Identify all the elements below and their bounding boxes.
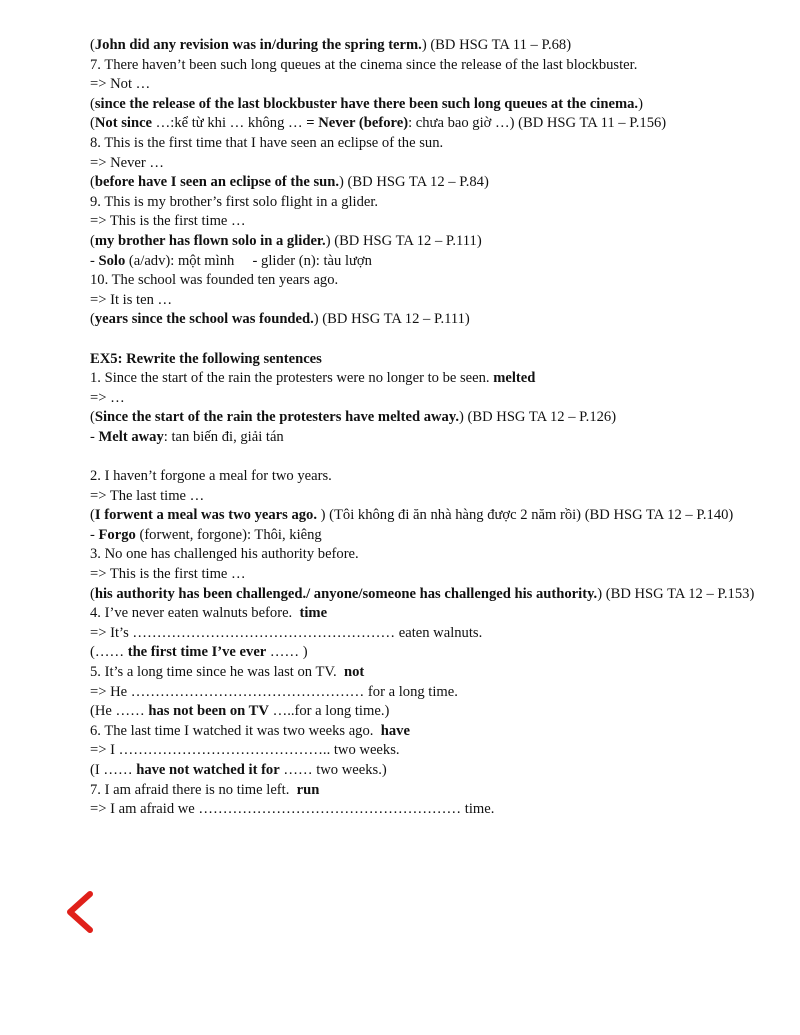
- text-line: [90, 565, 758, 585]
- bold-text: have not watched it for: [136, 761, 280, 778]
- text-line: [90, 271, 758, 291]
- text-line: [90, 722, 758, 742]
- text-line: [90, 154, 758, 174]
- text-span: => I am afraid we ……………………………………………… time.: [90, 801, 495, 818]
- text-span: ): [638, 95, 643, 112]
- text-line: [90, 702, 758, 722]
- text-span: …… two weeks.): [279, 761, 387, 778]
- text-line: [90, 114, 758, 134]
- text-line: [90, 526, 758, 546]
- text-line: [90, 173, 758, 193]
- text-line: [90, 487, 758, 507]
- text-line: [90, 36, 758, 56]
- text-span: ) (BD HSG TA 12 – P.111): [313, 311, 470, 328]
- text-span: => I …………………………………….. two weeks.: [90, 742, 400, 759]
- text-span: 5. It’s a long time since he was last on TV.: [90, 664, 345, 680]
- text-span: => It is ten …: [90, 291, 173, 308]
- text-line: [90, 369, 758, 389]
- text-span: …… ): [266, 644, 308, 661]
- bold-text: Since the start of the rain the protesters have melted away.: [94, 409, 459, 426]
- bold-text: Solo: [98, 252, 126, 269]
- blank-line: [90, 447, 758, 467]
- text-line: [90, 232, 758, 252]
- text-line: [90, 252, 758, 272]
- bold-text: Melt away: [98, 428, 164, 445]
- text-line: [90, 56, 758, 76]
- text-span: (forwent, forgone): Thôi, kiêng: [135, 526, 322, 543]
- text-span: ) (BD HSG TA 12 – P.111): [325, 232, 482, 249]
- text-span: 7. There haven’t been such long queues at the cinema since the release of the last blockbuster.: [90, 56, 638, 73]
- text-line: [90, 643, 758, 663]
- bold-text: have: [380, 722, 410, 739]
- text-line: [90, 134, 758, 154]
- text-line: [90, 604, 758, 624]
- bold-text: his authority has been challenged./ anyone/someone has challenged his authority.: [94, 585, 598, 602]
- bold-text: has not been on TV: [148, 703, 269, 720]
- text-span: 10. The school was founded ten years ago.: [90, 272, 339, 289]
- text-span: => This is the first time …: [90, 213, 246, 230]
- text-line: [90, 585, 758, 605]
- text-line: [90, 467, 758, 487]
- bold-text: before have I seen an eclipse of the sun.: [94, 174, 340, 191]
- text-line: [90, 291, 758, 311]
- text-line: [90, 408, 758, 428]
- text-span: -: [90, 252, 99, 269]
- text-line: [90, 310, 758, 330]
- text-span: 3. No one has challenged his authority before.: [90, 546, 359, 563]
- text-span: (: [90, 585, 95, 602]
- text-span: 2. I haven’t forgone a meal for two years.: [90, 468, 332, 485]
- text-line: [90, 761, 758, 781]
- document-page: [90, 36, 758, 820]
- text-span: => Not …: [90, 76, 151, 93]
- text-span: …..for a long time.): [268, 703, 390, 720]
- text-span: -: [90, 526, 99, 543]
- bold-text: I forwent a meal was two years ago.: [94, 507, 317, 524]
- text-span: => It’s ……………………………………………… eaten walnuts.: [90, 624, 483, 641]
- text-span: 8. This is the first time that I have seen an eclipse of the sun.: [90, 134, 444, 151]
- blank-line: [90, 330, 758, 350]
- text-line: [90, 75, 758, 95]
- text-line: [90, 683, 758, 703]
- text-span: ) (BD HSG TA 11 – P.68): [421, 37, 572, 53]
- text-span: -: [90, 428, 99, 445]
- bold-text: years since the school was founded.: [94, 311, 314, 328]
- bold-text: melted: [493, 370, 536, 387]
- text-span: (a/adv): một mình - glider (n): tàu lượn: [125, 252, 372, 269]
- bold-text: Not since: [94, 115, 153, 132]
- text-span: => Never …: [90, 154, 165, 171]
- text-span: ) (Tôi không đi ăn nhà hàng được 2 năm rồi) (BD HSG TA 12 – P.140): [316, 507, 734, 524]
- text-span: ) (BD HSG TA 12 – P.126): [458, 409, 617, 426]
- text-line: [90, 624, 758, 644]
- text-span: 4. I’ve never eaten walnuts before.: [90, 605, 300, 622]
- text-line: [90, 428, 758, 448]
- text-span: => This is the first time …: [90, 566, 246, 583]
- text-span: ) (BD HSG TA 12 – P.153): [597, 585, 755, 602]
- text-span: : tan biến đi, giải tán: [163, 428, 284, 445]
- text-span: 9. This is my brother’s first solo flight in a glider.: [90, 193, 379, 210]
- text-span: (: [90, 37, 95, 53]
- text-line: [90, 545, 758, 565]
- text-line: [90, 389, 758, 409]
- text-span: => …: [90, 389, 125, 406]
- red-chevron-mark: [64, 890, 94, 934]
- text-line: [90, 663, 758, 683]
- text-line: [90, 350, 758, 370]
- text-span: (: [90, 507, 95, 524]
- bold-text: not: [344, 664, 365, 680]
- text-span: => The last time …: [90, 487, 205, 504]
- bold-text: since the release of the last blockbuster have there been such long queues at the cinema.: [94, 95, 639, 112]
- text-span: (: [90, 311, 95, 328]
- text-line: [90, 212, 758, 232]
- bold-text: Forgo: [98, 526, 136, 543]
- text-line: [90, 95, 758, 115]
- bold-text: = Never (before): [306, 115, 409, 132]
- bold-text: my brother has flown solo in a glider.: [94, 232, 326, 249]
- text-span: : chưa bao giờ …) (BD HSG TA 11 – P.156): [408, 115, 667, 132]
- text-line: [90, 506, 758, 526]
- bold-text: time: [299, 605, 328, 622]
- bold-text: EX5: Rewrite the following sentences: [90, 350, 322, 367]
- text-span: => He ………………………………………… for a long time.: [90, 683, 458, 700]
- text-span: (: [90, 115, 95, 132]
- text-span: (: [90, 95, 95, 112]
- text-span: 7. I am afraid there is no time left.: [90, 781, 297, 798]
- text-span: (I ……: [90, 761, 137, 778]
- bold-text: the first time I’ve ever: [127, 644, 267, 661]
- bold-text: John did any revision was in/during the spring term.: [94, 37, 422, 53]
- text-span: ) (BD HSG TA 12 – P.84): [339, 174, 489, 191]
- text-span: (He ……: [90, 703, 149, 720]
- text-span: 1. Since the start of the rain the protesters were no longer to be seen.: [90, 370, 494, 387]
- text-span: (……: [90, 644, 128, 661]
- text-span: …:kể từ khi … không …: [152, 115, 307, 132]
- text-line: [90, 781, 758, 801]
- text-line: [90, 193, 758, 213]
- text-line: [90, 800, 758, 820]
- text-span: (: [90, 409, 95, 426]
- bold-text: run: [296, 781, 320, 798]
- text-span: 6. The last time I watched it was two weeks ago.: [90, 722, 381, 739]
- text-line: [90, 741, 758, 761]
- text-span: (: [90, 232, 95, 249]
- text-span: (: [90, 174, 95, 191]
